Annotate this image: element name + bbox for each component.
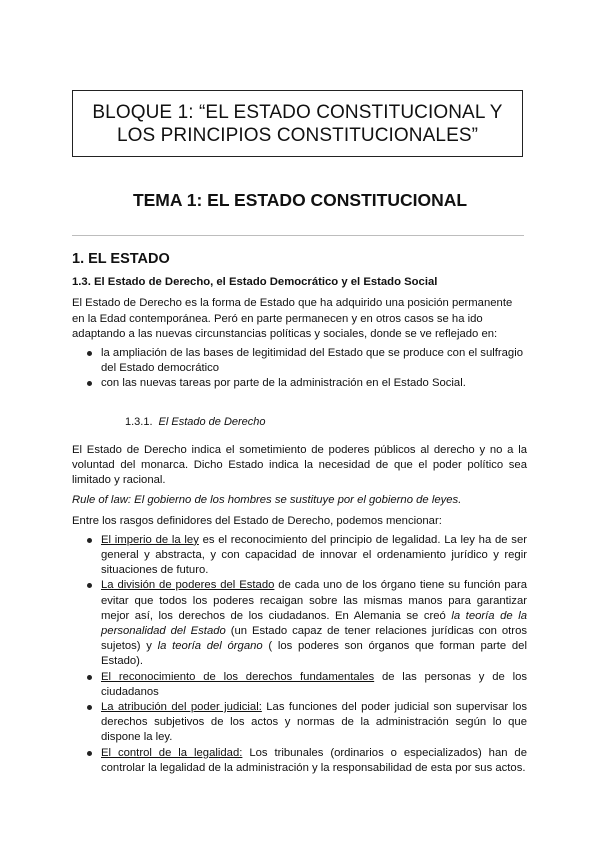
list-item: [72, 533, 527, 579]
document-content: [72, 248, 527, 776]
trait-title: La división de poderes del Estado: [101, 579, 275, 592]
subsection-title: 1.3. El Estado de Derecho, el Estado Democrático y el Estado Social: [72, 276, 438, 289]
trait-text: Las funciones del poder judicial son supervisar los derechos subjetivos de los actos y normas de la administración según lo que dispone la ley.: [101, 701, 528, 744]
list-item: [72, 346, 527, 376]
bullet-icon: [87, 538, 92, 543]
list-item-text: la ampliación de las bases de legitimidad del Estado que se produce con el sulfragio del Estado democrático: [101, 347, 524, 375]
list-item: [72, 746, 527, 776]
section-title: 1. EL ESTADO: [72, 251, 170, 267]
intro-bullet-list: [72, 346, 527, 392]
bullet-icon: [87, 351, 92, 356]
sub-heading-number: 1.3.1.: [125, 415, 153, 428]
block-title-line-2: LOS PRINCIPIOS CONSTITUCIONALES”: [116, 124, 479, 146]
sub-heading-title: El Estado de Derecho: [158, 415, 266, 428]
list-item: [72, 700, 527, 746]
bullet-icon: [87, 751, 92, 756]
trait-italic-term: la teoría del órgano: [157, 640, 263, 653]
trait-text: de cada uno de los órgano tiene su función para evitar que todos los poderes recaigan sobre las mismas manos para garantizar mejor así, los derechos de los ciudadanos. En Alemania se creó: [101, 579, 527, 622]
list-item: [72, 376, 527, 391]
list-item: [72, 670, 527, 700]
trait-text: es el reconocimiento del principio de legalidad. La ley ha de ser general y abstracta, y con capacidad de innovar el ordenamiento jurídico y regir situaciones de futuro.: [101, 533, 527, 577]
tema-title: TEMA 1: EL ESTADO CONSTITUCIONAL: [132, 190, 468, 210]
trait-italic-term: la teoría de la personalidad del Estado: [101, 609, 527, 638]
list-item: [72, 578, 527, 669]
trait-title: El reconocimiento de los derechos fundamentales: [101, 670, 375, 683]
bullet-icon: [87, 381, 92, 386]
trait-text: Los tribunales (ordinarios o especializados) han de controlar la legalidad de la administración y la responsabilidad de esta por sus actos.: [101, 746, 527, 774]
block-title-box: [72, 90, 523, 157]
intro-paragraph: El Estado de Derecho es la forma de Estado que ha adquirido una posición permanente en la Edad contemporánea. Peró en parte permanecen y en otros casos se ha ido adaptando a las nuevas circunstancias políticas y sociales, donde se ve reflejado en:: [72, 297, 513, 340]
trait-text: de las personas y de los ciudadanos: [101, 670, 528, 698]
horizontal-divider: [72, 235, 524, 236]
traits-intro: Entre los rasgos definidores del Estado de Derecho, podemos mencionar:: [72, 514, 442, 527]
bullet-icon: [87, 583, 92, 588]
bullet-icon: [87, 675, 92, 680]
list-item-text: con las nuevas tareas por parte de la administración en el Estado Social.: [101, 377, 466, 390]
definition-paragraph: El Estado de Derecho indica el sometimiento de poderes públicos al derecho y no a la voluntad del monarca. Dicho Estado indica la necesidad de que el poder político sea limitado y racional.: [72, 443, 527, 487]
trait-text: (un Estado capaz de tener relaciones jurídicas con otros sujetos) y: [101, 625, 527, 653]
trait-title: El imperio de la ley: [101, 533, 199, 546]
traits-list: [72, 533, 527, 776]
block-title-line-1: BLOQUE 1: “EL ESTADO CONSTITUCIONAL Y: [92, 101, 503, 123]
sub-heading: [72, 415, 527, 430]
rule-of-law-quote: Rule of law: El gobierno de los hombres se sustituye por el gobierno de leyes.: [72, 494, 462, 507]
trait-text: ( los poderes son órganos que forman parte del Estado).: [101, 640, 527, 668]
trait-title: La atribución del poder judicial:: [101, 701, 262, 714]
trait-title: El control de la legalidad:: [101, 746, 243, 759]
bullet-icon: [87, 705, 92, 710]
